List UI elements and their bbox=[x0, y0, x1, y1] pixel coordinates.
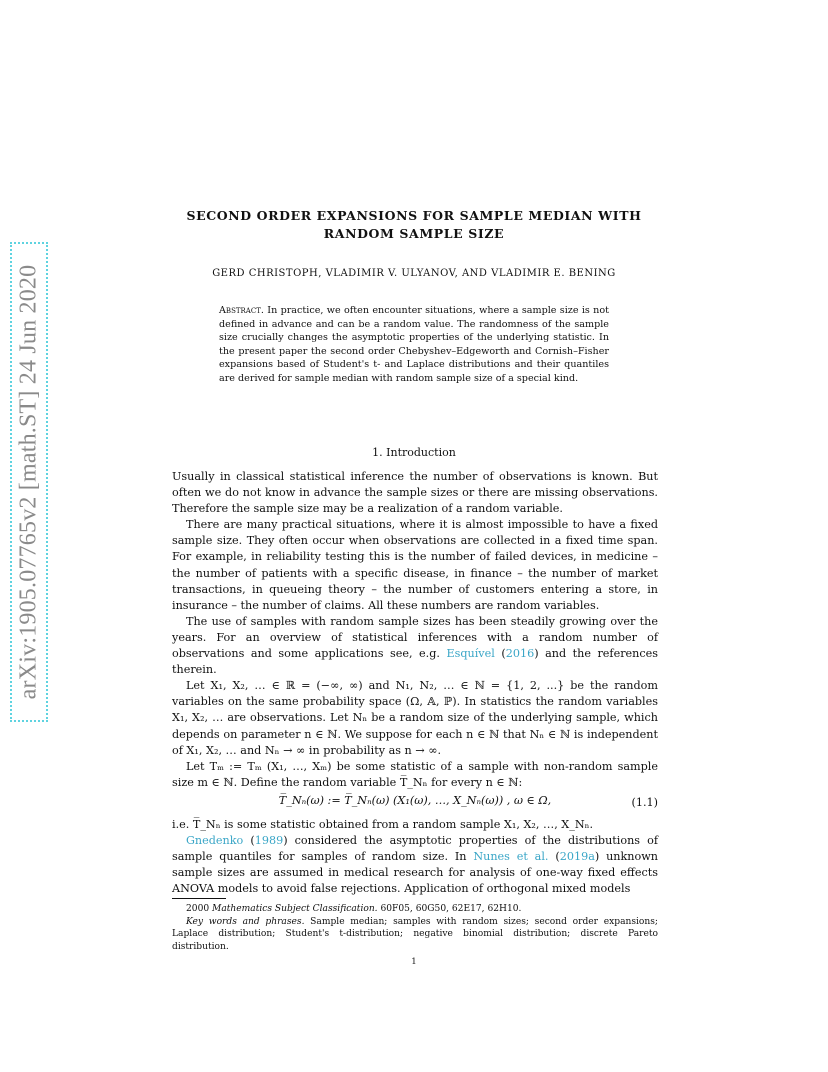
p7-text-c: ( bbox=[548, 850, 560, 864]
footnote-msc-label: Mathematics Subject Classification. bbox=[212, 904, 378, 914]
authors: GERD CHRISTOPH, VLADIMIR V. ULYANOV, AND VLADIMIR E. BENING bbox=[212, 268, 616, 279]
abstract-text: In practice, we often encounter situations, where a sample size is not defined in advance and can be a random value. The randomness of the sample size crucially changes the asymptotic properties of the underlying statistic. In the present paper the second order Chebyshev–Edgeworth and Cornish–Fisher expansions based of Student's t- and Laplace distributions and their quantiles are derived for sample median with random sample size of a special kind. bbox=[219, 305, 609, 384]
p3-text-c: ) and the references therein. bbox=[172, 647, 658, 677]
title-line-2: RANDOM SAMPLE SIZE bbox=[323, 226, 505, 241]
citation-year-1989[interactable]: 1989 bbox=[254, 833, 284, 847]
footnote-keywords-text: Sample median; samples with random sizes; second order expansions; Laplace distribution; Student's t-distribution; negative binomial distribution; discrete Pareto distribution. bbox=[172, 916, 658, 952]
citation-year-2019a[interactable]: 2019a bbox=[559, 850, 595, 864]
footnote-keywords bbox=[172, 916, 658, 954]
abstract-heading: Abstract. bbox=[219, 305, 264, 316]
footnotes bbox=[172, 903, 658, 953]
arxiv-stamp bbox=[10, 242, 48, 722]
equation-number: (1.1) bbox=[631, 795, 658, 809]
citation-year-2016[interactable]: 2016 bbox=[505, 647, 535, 661]
p7-text-d: ) unknown sample sizes are assumed in medical research for analysis of one-way fixed effects ANOVA models to avoid false rejections. Application of orthogonal mixed models bbox=[172, 850, 658, 896]
citation-gnedenko[interactable]: Gnedenko bbox=[186, 833, 244, 847]
paragraph-7 bbox=[172, 833, 658, 897]
citation-nunes[interactable]: Nunes et al. bbox=[473, 850, 549, 864]
arxiv-id: arXiv:1905.07765v2 [math.ST] 24 Jun 2020 bbox=[15, 264, 42, 700]
footnote-msc bbox=[172, 903, 658, 916]
paragraph-3 bbox=[172, 614, 658, 678]
footnote-rule bbox=[172, 898, 226, 899]
paragraph-2: There are many practical situations, where it is almost impossible to have a fixed sample size. They often occur when observations are collected in a fixed time span. For example, in reliability testing this is the number of failed devices, in medicine – the number of patients with a specific disease, in finance – the number of market transactions, in queueing theory – the number of customers entering a store, in insurance – the number of claims. All these numbers are random variables. bbox=[172, 518, 658, 612]
body-text bbox=[172, 469, 658, 897]
paragraph-1: Usually in classical statistical inference the number of observations is known. But often we do not know in advance the sample sizes or there are missing observations. Therefore the sample size may be a realization of a random variable. bbox=[172, 470, 658, 516]
title-line-1: SECOND ORDER EXPANSIONS FOR SAMPLE MEDIAN WITH bbox=[186, 208, 642, 223]
paragraph-5: Let Tₘ := Tₘ (X₁, …, Xₘ) be some statistic of a sample with non-random sample size m ∈ ℕ. Define the random variable T̅_Nₙ for every n ∈ ℕ: bbox=[172, 759, 658, 789]
footnote-msc-codes: 60F05, 60G50, 62E17, 62H10. bbox=[377, 904, 522, 914]
paragraph-4: Let X₁, X₂, … ∈ ℝ = (−∞, ∞) and N₁, N₂, … ∈ ℕ = {1, 2, ...} be the random variables on the same probability space (Ω, 𝔸, ℙ). In statistics the random variables X₁, X₂, … are observations. Let Nₙ be a random size of the underlying sample, which depends on parameter n ∈ ℕ. We suppose for each n ∈ ℕ that Nₙ ∈ ℕ is independent of X₁, X₂, … and Nₙ → ∞ in probability as n → ∞. bbox=[172, 679, 658, 757]
p7-text-b: ) considered the asymptotic properties of the distributions of sample quantiles for samples of random size. In bbox=[172, 833, 658, 864]
equation-1-1 bbox=[172, 793, 658, 815]
paper-title bbox=[160, 207, 668, 243]
p7-text-a: ( bbox=[243, 833, 255, 847]
p3-text-b: ( bbox=[494, 647, 506, 661]
footnote-keywords-label: Key words and phrases. bbox=[186, 916, 305, 927]
page-number: 1 bbox=[411, 957, 417, 967]
p3-text-a: The use of samples with random sample sizes has been steadily growing over the years. For an overview of statistical inferences with a random number of observations and some applications see, e.g. bbox=[172, 614, 658, 661]
equation-body: T̅_Nₙ(ω) := T̅_Nₙ(ω) (X₁(ω), …, X_Nₙ(ω)) , ω ∈ Ω, bbox=[278, 793, 552, 807]
paragraph-6: i.e. T̅_Nₙ is some statistic obtained from a random sample X₁, X₂, …, X_Nₙ. bbox=[172, 817, 594, 831]
footnote-msc-year: 2000 bbox=[186, 904, 213, 914]
citation-esquivel[interactable]: Esquível bbox=[446, 647, 495, 661]
section-heading: 1. Introduction bbox=[372, 446, 456, 459]
abstract bbox=[219, 304, 609, 386]
